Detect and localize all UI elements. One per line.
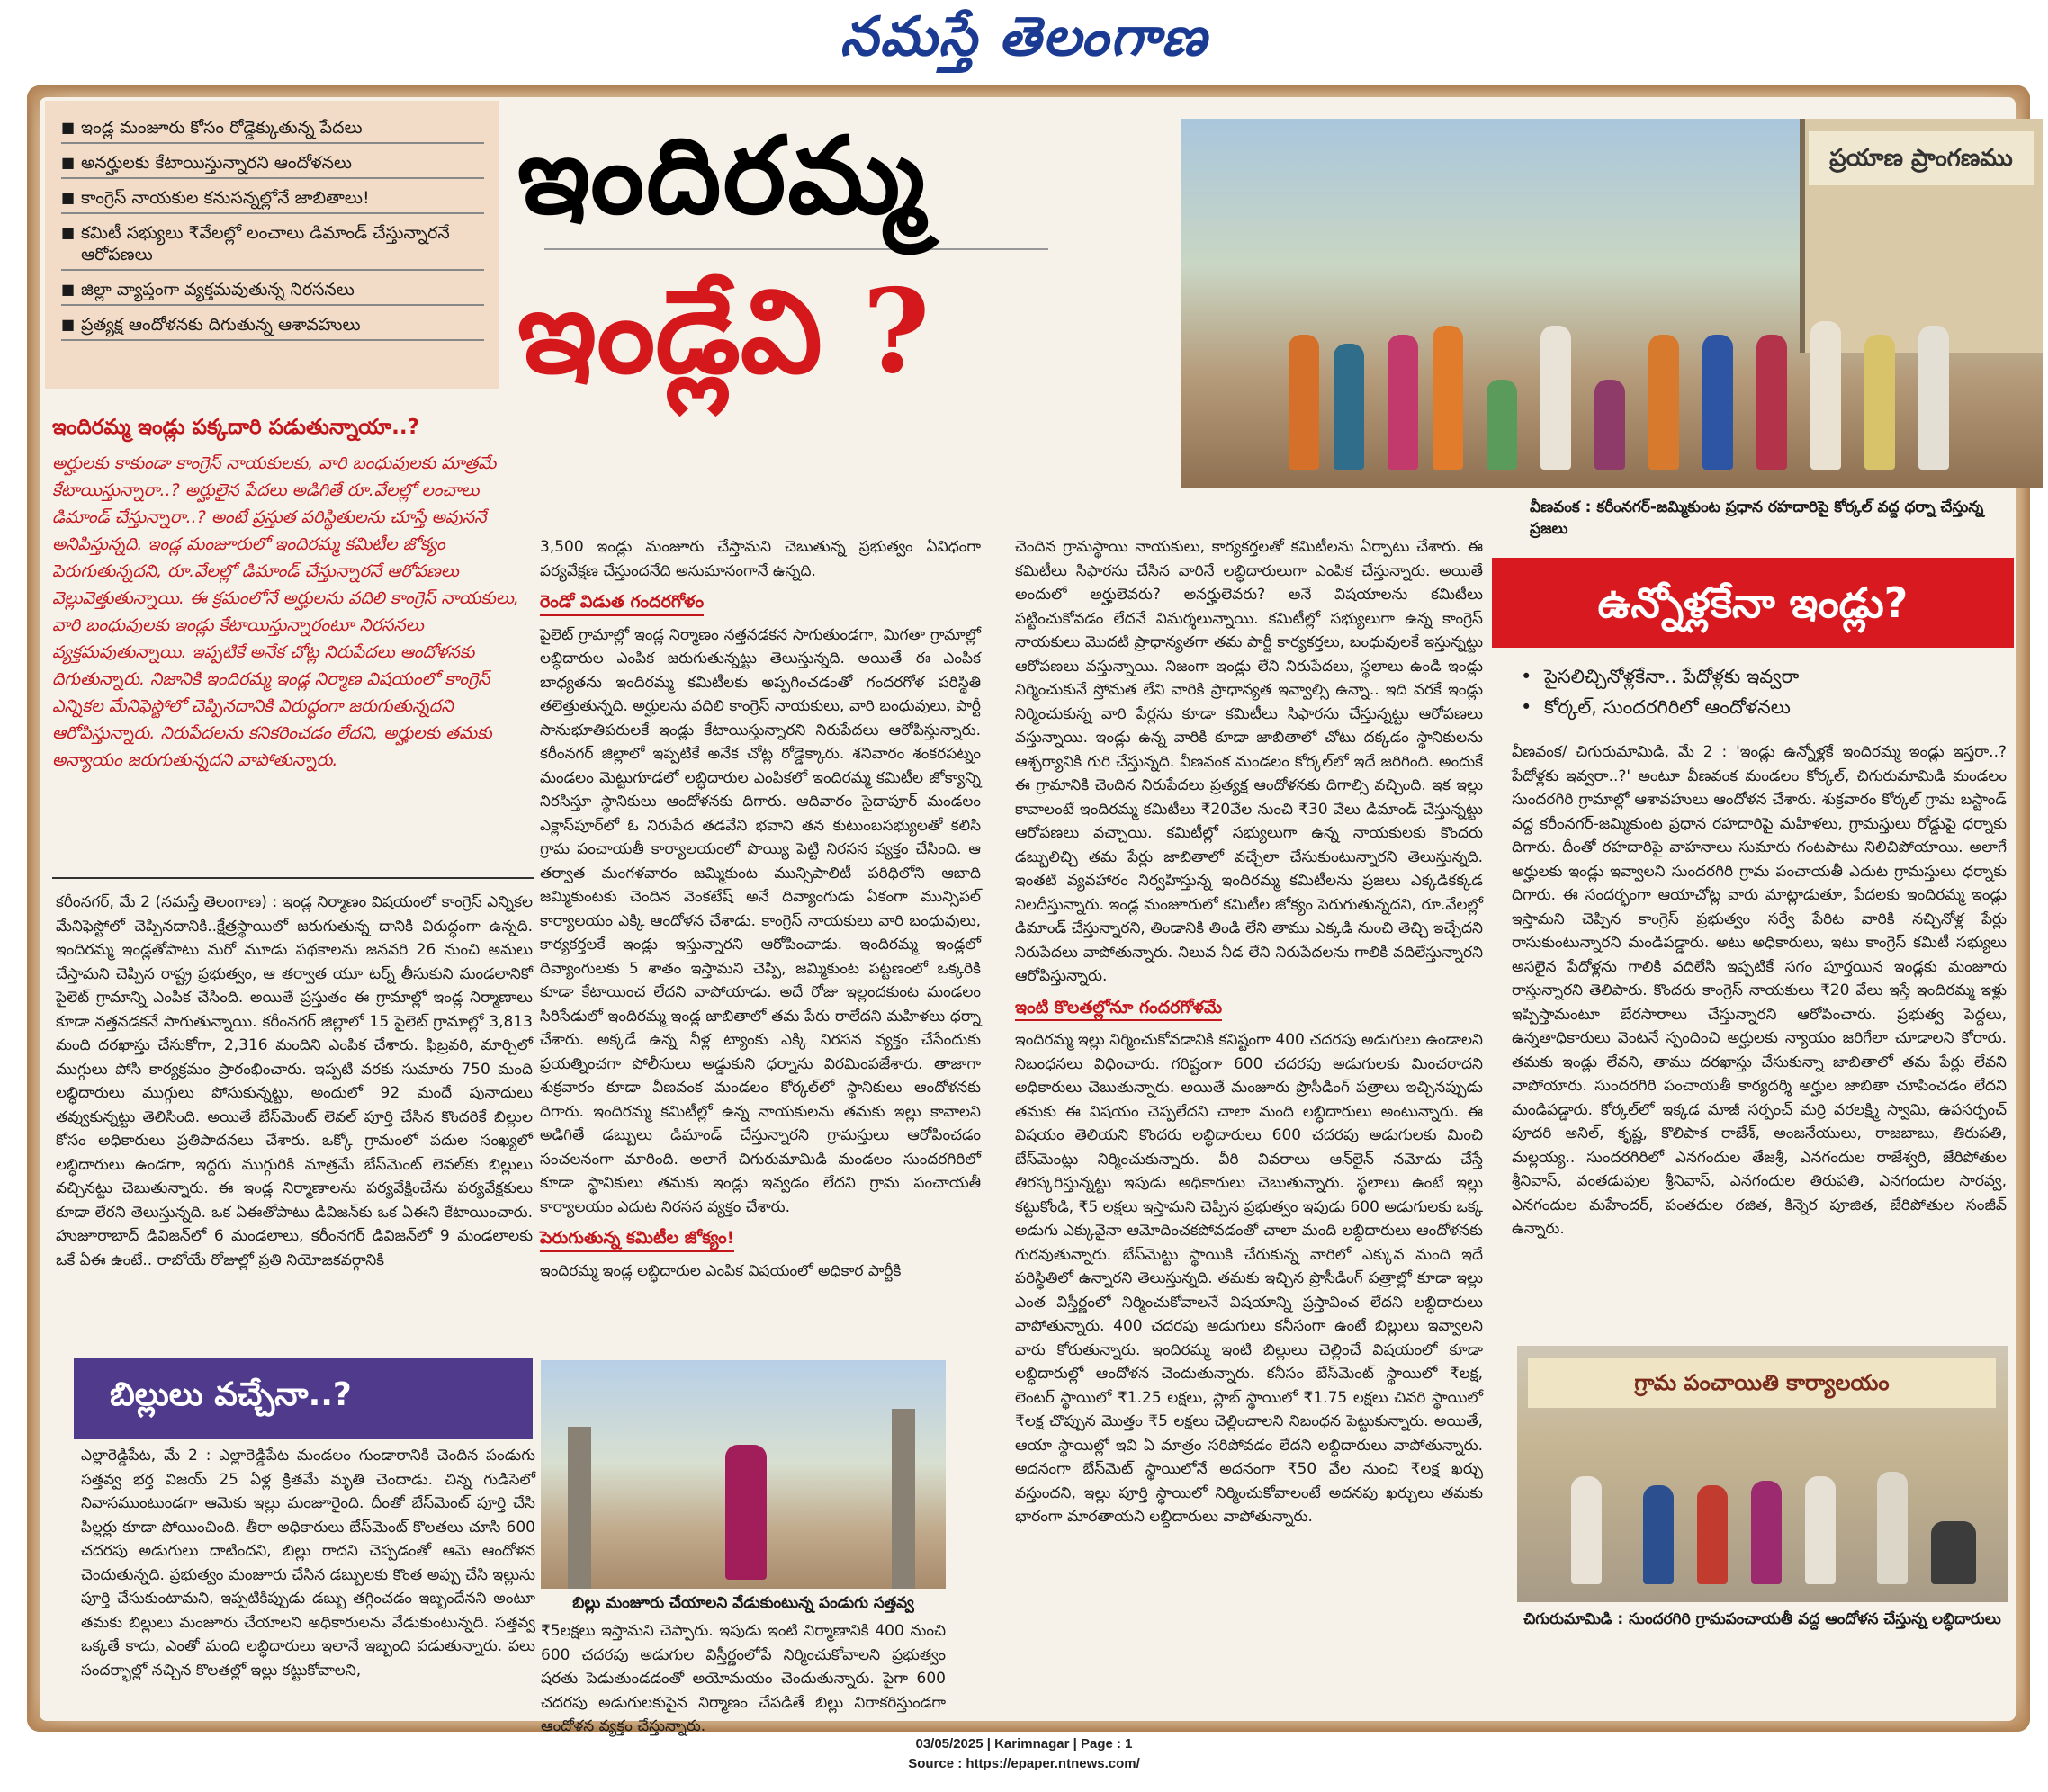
story-bullets bbox=[1521, 661, 2007, 722]
article-column-2 bbox=[540, 535, 981, 1283]
woman-photo bbox=[541, 1360, 946, 1589]
summary-bullet: ■ జిల్లా వ్యాప్తంగా వ్యక్తమవుతున్న నిరసనలు bbox=[61, 279, 484, 306]
protest-photo bbox=[1181, 119, 2043, 488]
story-banner: ఉన్నోళ్లకేనా ఇండ్లు? bbox=[1492, 558, 2014, 648]
bullet-icon: ■ bbox=[61, 119, 76, 136]
headline-divider bbox=[544, 248, 1048, 250]
person-figure bbox=[1877, 1472, 1908, 1584]
article-column-4: వీణవంక/ చిగురుమామిడి, మే 2 : 'ఇండ్లు ఉన్నోళ్లకే ఇందిరమ్మ ఇండ్లు ఇస్తరా..? పేదోళ్లకు ఇవ్వరా..?' అంటూ వీణవంక మండలం కోర్కల్, చిగురుమామిడి మండలం సుందరగిరి గ్రామాల్లో ఆశావహులు ఆందోళన చేశారు. శుక్రవారం కోర్కల్ గ్రామ బస్టాండ్ వద్ద కరీంనగర్-జమ్మికుంట ప్రధాన రహదారిపై మహిళలు, గ్రామస్తులు రోడ్డుపై ధర్నాకు దిగారు. దీంతో రహదారిపై వాహనాలు సుమారు గంటపాటు నిలిచిపోయాయి. అలాగే అర్హులకు ఇండ్లు ఇవ్వాలని సుందరగిరి గ్రామ పంచాయతీ ఎదుట గ్రామస్తులు ధర్నాకు దిగారు. ఈ సందర్భంగా ఆయాచోట్ల వారు మాట్లాడుతూ, పేదలకు ఇందిరమ్మ ఇండ్లు ఇస్తామని చెప్పిన కాంగ్రెస్ ప్రభుత్వం సర్వే పేరిట వారికి నచ్చినోళ్ల పేర్లు రాసుకుంటున్నారని మండిపడ్డారు. అటు అధికారులు, ఇటు కాంగ్రెస్ కమిటీ సభ్యులు అసలైన పేదోళ్లను గాలికి వదిలేసి ఇప్పటికే సగం పూర్తయిన ఇండ్లకు మంజూరు రాస్తున్నారని తెలిపారు. కొందరు కాంగ్రెస్ నాయకులు ₹20 వేలు ఇస్తే ఇందిరమ్మ ఇళ్లు ఇప్పిస్తామంటూ బేరసారాలు చేస్తున్నారని ఆరోపించారు. ప్రభుత్వ పెద్దలు, ఉన్నతాధికారులు వెంటనే స్పందించి అర్హులకు న్యాయం జరిగేలా చూడాలని కోరారు. తమకు ఇండ్లు లేవని, తాము దరఖాస్తు చేసుకున్నా జాబితాలో తమ పేర్లు లేవని వాపోయారు. సుందరగిరి పంచాయతీ కార్యదర్శి అర్హుల జాబితా చూపించడం లేదని మండిపడ్డారు. కోర్కల్‌లో ఇక్కడ మాజీ సర్పంచ్ మర్రి వరలక్ష్మి స్వామి, ఉపసర్పంచ్ పూదరి అనిల్, కృష్ణ, కొలిపాక రాజేశ్, అంజనేయులు, రాజబాబు, తిరుపతి, మల్లయ్య.. సుందరగిరిలో ఎనగందుల తేజశ్రీ, ఎనగందుల రాజేశ్వరి, జేరిపోతుల శ్రీనివాస్, వంతడుపుల శ్రీనివాస్, ఎనగందుల తిరుపతి, ఎనగందుల సారవ్వ, ఎనగందుల మహేందర్, పంతదుల రజిత, కిన్నెర పూజిత, జేరిపోతుల సంజీవ్ ఉన్నారు. bbox=[1512, 743, 2007, 1238]
summary-bullet: ■ ఇండ్ల మంజూరు కోసం రోడ్డెక్కుతున్న పేదలు bbox=[61, 117, 484, 144]
paragraph: చెందిన గ్రామస్థాయి నాయకులు, కార్యకర్తలతో కమిటీలను ఏర్పాటు చేశారు. ఈ కమిటీలు సిఫారసు చేసిన వారినే లబ్ధిదారులుగా ఎంపిక చేస్తున్నారు. అయితే అందులో అర్హులెవరు? అనర్హులెవరు? అనే విషయాలను కమిటీలు పట్టించుకోవడం లేదనే విమర్శలున్నాయి. కమిటీల్లో సభ్యులుగా ఉన్న కాంగ్రెస్ నాయకులు మొదటి ప్రాధాన్యతగా తమ పార్టీ కార్యకర్తలు, బంధువులకే ఇస్తున్నట్టు ఆరోపణలు వస్తున్నాయి. నిజంగా ఇండ్లు లేని నిరుపేదలు, స్థలాలు ఉండి ఇండ్లు నిర్మించుకునే స్తోమత లేని వారికి ప్రాధాన్యత ఇవ్వాల్సి ఉన్నా.. ఇది వరకే ఇండ్లు నిర్మించుకున్న వారి పేర్లను కూడా కమిటీలు సిఫారసు చేస్తున్నట్టు ఆరోపణలు వస్తున్నాయి. ఇండ్లు ఉన్న వారికి కూడా జాబితాలో చోటు దక్కడం స్థానికులను ఆశ్చర్యానికి గురి చేస్తున్నది. వీణవంక మండలం కోర్కల్‌లో ఇదే జరిగింది. అందుకే ఈ గ్రామానికి చెందిన నిరుపేదలు ప్రత్యక్ష ఆందోళనకు దిగాల్సి వచ్చింది. ఇక ఇల్లు కావాలంటే ఇందిరమ్మ కమిటీలు ₹20వేల నుంచి ₹30 వేలు డిమాండ్ చేస్తున్నట్టు ఆరోపణలు వచ్చాయి. కమిటీల్లో సభ్యులుగా ఉన్న నాయకులకు కొందరు డబ్బులిచ్చి తమ పేర్లు జాబితాలో వచ్చేలా చేసుకుంటున్నారని తెలుస్తున్నది. ఇంతటి వ్యవహారం నిర్వహిస్తున్న ఇందిరమ్మ కమిటీలను ప్రజలు ఎక్కడికక్కడ నిలదీస్తున్నారు. ఇండ్ల మంజూరులో కమిటీల జోక్యం పెరుగుతున్నదని, రూ.వేలల్లో డిమాండ్ చేస్తున్నారని, తిండానికి తిండి లేని తాము ఎక్కడి నుంచి తెచ్చి ఇచ్చేదని నిరుపేదలు వాపోతున్నారు. నిలువ నీడ లేని నిరుపేదలను గాలికి వదిలేస్తున్నారని ఆరోపిస్తున్నారు. bbox=[1015, 538, 1483, 985]
photo-caption: చిగురుమామిడి : సుందరగిరి గ్రామపంచాయతీ వద్ద ఆందోళన చేస్తున్న లబ్ధిదారులు bbox=[1523, 1610, 2001, 1628]
person-figure bbox=[1648, 335, 1679, 470]
page-footer bbox=[0, 1734, 2048, 1774]
person-figure bbox=[1805, 1476, 1836, 1584]
person-figure bbox=[1487, 380, 1517, 470]
headline-line1: ఇందిరమ్మ bbox=[517, 112, 927, 237]
person-figure bbox=[1643, 1485, 1674, 1584]
article-column-2-continued: ₹5లక్షలు ఇస్తామని చెప్పారు. ఇపుడు ఇంటి నిర్మాణానికి 400 నుంచి 600 చదరపు అడుగుల విస్తీర్ణంలోపే నిర్మించుకోవాలని ప్రభుత్వం షరతు పెడుతుండడంతో అయోమయం చెందుతున్నారు. పైగా 600 చదరపు అడుగులకుపైన నిర్మాణం చేపడితే బిల్లు నిరాకరిస్తుండగా ఆందోళన వ్యక్తం చేస్తున్నారు. bbox=[541, 1622, 946, 1735]
main-headline bbox=[517, 108, 1165, 468]
headline-line2: ఇండ్లేవి ? bbox=[517, 264, 930, 399]
pillar bbox=[892, 1409, 915, 1589]
bullet-icon: ■ bbox=[61, 316, 76, 333]
person-figure bbox=[1751, 1481, 1782, 1584]
person-figure bbox=[725, 1445, 767, 1580]
bullet-icon: ■ bbox=[61, 224, 76, 241]
subheading: ఇంటి కొలతల్లోనూ గందరగోళమే bbox=[1015, 996, 1222, 1022]
person-figure bbox=[1702, 335, 1733, 470]
person-figure bbox=[1571, 1476, 1602, 1584]
person-figure bbox=[1388, 335, 1418, 470]
person-figure bbox=[1594, 380, 1625, 470]
summary-bullet: ■ కమిటీ సభ్యులు ₹వేలల్లో లంచాలు డిమాండ్ చేస్తున్నారనే ఆరోపణలు bbox=[61, 222, 484, 271]
subheading: రెండో విడుత గందరగోళం bbox=[540, 590, 704, 616]
footer-date-edition: 03/05/2025 | Karimnagar | Page : 1 bbox=[915, 1736, 1133, 1752]
photo-caption: వీణవంక : కరీంనగర్-జమ్మికుంట ప్రధాన రహదారిపై కోర్కల్ వద్ద ధర్నా చేస్తున్న ప్రజలు bbox=[1530, 498, 1984, 538]
person-figure bbox=[1810, 321, 1841, 470]
person-figure bbox=[1433, 326, 1463, 470]
person-figure bbox=[1289, 335, 1319, 470]
panchayat-photo bbox=[1517, 1346, 2008, 1602]
sidebar-heading: బిల్లులు వచ్చేనా..? bbox=[74, 1358, 533, 1439]
summary-bullet: ■ అనర్హులకు కేటాయిస్తున్నారని ఆందోళనలు bbox=[61, 152, 484, 179]
sidebar-paragraph: ఎల్లారెడ్డిపేట, మే 2 : ఎల్లారెడ్డిపేట మండలం గుండారానికి చెందిన పండుగు సత్తవ్వ భర్త విజయ్ 25 ఏళ్ల క్రితమే మృతి చెందాడు. చిన్న గుడిసెలో నివాసముంటుండగా ఆమెకు ఇల్లు మంజూరైంది. దీంతో బేస్‌మెంట్ పూర్తి చేసి పిల్లర్లు కూడా పోయించింది. తీరా అధికారులు బేస్‌మెంట్ కొలతలు చూసి 600 చదరపు అడుగులు దాటిందని, బిల్లు రాదని చెప్పడంతో ఆమె ఆందోళన చెందుతున్నది. ప్రభుత్వం మంజూరు చేసిన డబ్బులకు కొంత అప్పు చేసి ఇల్లును పూర్తి చేసుకుంటామని, ఇప్పటికిప్పుడు డబ్బు తగ్గించడం ఇబ్బందేనని అంటూ తమకు బిల్లులు మంజూరు చేయాలని అధికారులను వేడుకుంటున్నది. సత్తవ్వ ఒక్కతే కాదు, ఎంతో మంది లబ్ధిదారులు ఇలానే ఇబ్బంది పడుతున్నారు. పలు సందర్భాల్లో నచ్చిన కొలతల్లో ఇల్లు కట్టుకోవాలని, bbox=[81, 1447, 535, 1680]
article-column-1: కరీంనగర్, మే 2 (నమస్తే తెలంగాణ) : ఇండ్ల నిర్మాణం విషయంలో కాంగ్రెస్ ఎన్నికల మేనిఫెస్టోలో చెప్పినదానికి..క్షేత్రస్థాయిలో జరుగుతున్న దానికి విరుద్ధంగా ఉన్నది. ఇందిరమ్మ ఇండ్లతోపాటు మరో మూడు పథకాలను జనవరి 26 నుంచి అమలు చేస్తామని చెప్పిన రాష్ట్ర ప్రభుత్వం, ఆ తర్వాత యూ టర్న్ తీసుకుని మండలానికో పైలెట్ గ్రామాన్ని ఎంపిక చేసింది. అయితే ప్రస్తుతం ఈ గ్రామాల్లో ఇండ్ల నిర్మాణాలు కూడా నత్తనడకనే సాగుతున్నాయి. కరీంనగర్ జిల్లాలో 15 పైలెట్ గ్రామాల్లో 3,813 మంది దరఖాస్తు చేసుకోగా, 2,316 మందిని ఎంపిక చేశారు. ఫిబ్రవరి, మార్చిలో ముగ్గులు పోసి కార్యక్రమం ప్రారంభించారు. ఇప్పటి వరకు సుమారు 750 మంది లబ్ధిదారులు ముగ్గులు పోసుకున్నట్టు, అందులో 92 మందే పునాదులు తవ్వుకున్నట్టు తెలిసింది. అయితే బేస్‌మెంట్ లెవల్ పూర్తి చేసిన కొందరికే బిల్లుల కోసం అధికారులు ప్రతిపాదనలు చేశారు. ఒక్కో గ్రామంలో పదుల సంఖ్యలో లబ్ధిదారులు ఉండగా, ఇద్దరు ముగ్గురికి మాత్రమే బేస్‌మెంట్ లెవల్‌కు బిల్లులు వచ్చినట్టు చెబుతున్నారు. ఈ ఇండ్ల నిర్మాణాలను పర్యవేక్షించేను పర్యవేక్షకులు కూడా లేరని తెలుస్తున్నది. ఒక ఏఈతోపాటు డివిజన్‌కు ఒక ఏఈని కేటాయించారు. హుజూరాబాద్ డివిజన్‌లో 6 మండలాలు, కరీంనగర్ డివిజన్‌లో 9 మండలాలకు ఒకే ఏఈ ఉంటే.. రాబోయే రోజుల్లో ప్రతి నియోజకవర్గానికి bbox=[56, 893, 533, 1269]
person-figure bbox=[1697, 1485, 1728, 1584]
paragraph: పైలెట్ గ్రామాల్లో ఇండ్ల నిర్మాణం నత్తనడకన సాగుతుండగా, మిగతా గ్రామాల్లో లబ్ధిదారుల ఎంపిక జరుగుతున్నట్టు తెలుస్తున్నది. అయితే ఈ ఎంపిక బాధ్యతను ఇందిరమ్మ కమిటీలకు అప్పగించడంతో గందరగోళ పరిస్థితి తలెత్తుతున్నది. అర్హులను వదిలి కాంగ్రెస్ నాయకులు, వారి బంధువులు, పార్టీ సానుభూతిపరులకే ఇండ్లు కేటాయిస్తున్నారని నిరుపేదలు ఆరోపిస్తున్నారు. కరీంనగర్ జిల్లాలో ఇప్పటికే అనేక చోట్ల రోడ్డెక్కారు. శనివారం శంకరపట్నం మండలం మెట్టుగూడలో లబ్ధిదారుల ఎంపికలో ఇందిరమ్మ కమిటీల జోక్యాన్ని నిరసిస్తూ స్థానికులు ఆందోళనకు దిగారు. ఆదివారం సైదాపూర్ మండలం ఎక్లాస్‌పూర్‌లో ఓ నిరుపేద తడవేని భవాని తన కుటుంబసభ్యులతో కలిసి గ్రామ పంచాయతీ కార్యాలయంలో పొయ్యి పెట్టి నిరసన వ్యక్తం చేసింది. ఆ తర్వాత మంగళవారం జమ్మికుంట మున్సిపాలిటీ పరిధిలోని ఆబాది జమ్మికుంటకు చెందిన వెంకటేష్ అనే దివ్యాంగుడు ఏకంగా మున్సిపల్ కార్యాలయం ఎక్కి ఆందోళన చేశాడు. కాంగ్రెస్ నాయకులు వారి బంధువులు, కార్యకర్తలకే ఇండ్లు ఇస్తున్నారని ఆరోపించాడు. ఇందిరమ్మ ఇండ్లలో దివ్యాంగులకు 5 శాతం ఇస్తామని చెప్పి, జమ్మికుంట పట్టణంలో ఒక్కరికి కూడా కేటాయించ లేదని వాపోయాడు. అదే రోజు ఇల్లందకుంట మండలం సిరిసేడులో ఇందిరమ్మ ఇండ్ల జాబితాలో తమ పేరు రాలేదని మహిళలు ధర్నా చేశారు. అక్కడే ఉన్న నీళ్ల ట్యాంకు ఎక్కి నిరసన వ్యక్తం చేసేందుకు ప్రయత్నించగా పోలీసులు అడ్డుకుని ధర్నాను విరమింపజేశారు. తాజాగా శుక్రవారం కూడా వీణవంక మండలం కోర్కల్‌లో స్థానికులు ఆందోళనకు దిగారు. ఇందిరమ్మ కమిటీల్లో ఉన్న నాయకులను తమకు ఇల్లు కావాలని అడిగితే డబ్బులు డిమాండ్ చేస్తున్నారని గ్రామస్తులు ఆరోపించడం సంచలనంగా మారింది. అలాగే చిగురుమామిడి మండలం సుందరగిరిలో కూడా స్థానికులు తమకు ఇండ్లు ఇవ్వడం లేదని గ్రామ పంచాయతీ కార్యాలయం ఎదుట నిరసన వ్యక్తం చేశారు. bbox=[540, 625, 981, 1216]
lead-divider bbox=[52, 877, 534, 879]
summary-bullet: ■ కాంగ్రెస్ నాయకుల కనుసన్నల్లోనే జాబితాలు! bbox=[61, 187, 484, 214]
paragraph: 3,500 ఇండ్లు మంజూరు చేస్తామని చెబుతున్న ప్రభుత్వం ఏవిధంగా పర్యవేక్షణ చేస్తుందనేది అనుమానంగానే ఉన్నది. bbox=[540, 538, 981, 580]
paragraph: ఇందిరమ్మ ఇండ్ల లబ్ధిదారుల ఎంపిక విషయంలో అధికార పార్టీకి bbox=[540, 1261, 902, 1280]
bullet-icon: • bbox=[1521, 666, 1532, 687]
bullet-icon: • bbox=[1521, 696, 1532, 718]
story-bullet: • కోర్కల్, సుందరగిరిలో ఆందోళనలు bbox=[1521, 692, 2007, 722]
shelter-sign: ప్రయాణ ప్రాంగణము bbox=[1809, 131, 2034, 185]
pillar bbox=[568, 1427, 591, 1589]
photo-caption: బిల్లు మంజూరు చేయాలని వేడుకుంటున్న పండుగు సత్తవ్వ bbox=[572, 1594, 914, 1612]
summary-bullets-box bbox=[45, 101, 499, 389]
paragraph: ఇందిరమ్మ ఇల్లు నిర్మించుకోవడానికి కనిష్టంగా 400 చదరపు అడుగులు ఉండాలని నిబంధనలు విధించారు. గరిష్టంగా 600 చదరపు అడుగులకు మించరాదని అధికారులు చెబుతున్నారు. అయితే మంజూరు ప్రొసీడింగ్ పత్రాలు ఇచ్చినప్పుడు తమకు ఈ విషయం చెప్పలేదని చాలా మంది లబ్ధిదారులు అంటున్నారు. ఈ విషయం తెలియని కొందరు లబ్ధిదారులు 600 చదరపు అడుగులకు మించి బేస్‌మెంట్లు నిర్మించుకున్నారు. వీరి వివరాలు ఆన్‌లైన్ నమోదు చేస్తే తిరస్కరిస్తున్నట్టు ఇపుడు అధికారులు చెబుతున్నారు. స్థలాలు ఉంటే ఇల్లు కట్టుకోండి, ₹5 లక్షలు ఇస్తామని చెప్పిన ప్రభుత్వం ఇపుడు 600 అడుగులకు ఒక్క అడుగు ఎక్కువైనా ఆమోదించకపోవడంతో చాలా మంది లబ్ధిదారులు ఆందోళనకు గురవుతున్నారు. బేస్‌మెట్టు స్థాయికి చేరుకున్న వారిలో ఎక్కువ మంది ఇదే పరిస్థితిలో ఉన్నారని తెలుస్తున్నది. తమకు ఇచ్చిన ప్రొసీడింగ్ పత్రాల్లో కూడా ఇల్లు ఎంత విస్తీర్ణంలో నిర్మించుకోవాలనే విషయాన్ని ప్రస్తావించ లేదని లబ్ధిదారులు వాపోతున్నారు. 400 చదరపు అడుగులు కనీసంగా ఉంటే బిల్లులు ఇవ్వాలని వారు కోరుతున్నారు. ఇందిరమ్మ ఇంటి బిల్లులు చెల్లించే విషయంలో కూడా లబ్ధిదారుల్లో ఆందోళన చెందుతున్నారు. కనీసం బేస్‌మెంట్ స్థాయిలో ₹లక్ష, లెంటర్ స్థాయిలో ₹1.25 లక్షలు, స్లాబ్ స్థాయిలో ₹1.75 లక్షలు చివరి స్థాయిలో ₹లక్ష చొప్పున మొత్తం ₹5 లక్షలు చెల్లించాలని నిబంధన పెట్టుకున్నారు. అయితే, ఆయా స్థాయిల్లో ఇవి ఏ మాత్రం సరిపోవడం లేదని లబ్ధిదారులు వాపోతున్నారు. అదనంగా బేస్‌మెట్ స్థాయిలోనే అదనంగా ₹50 వేల నుంచి ₹లక్ష ఖర్చు వస్తుందని, ఇల్లు పూర్తి స్థాయిలో నిర్మించుకోవాలంటే అదనపు ఖర్చులు తమకు భారంగా మారతాయని లబ్ధిదారులు వాపోతున్నారు. bbox=[1015, 1031, 1483, 1526]
masthead-title: నమస్తే తెలంగాణ bbox=[840, 5, 1208, 68]
panchayat-sign: గ్రామ పంచాయితి కార్యాలయం bbox=[1528, 1358, 1996, 1408]
lead-heading: ఇందిరమ్మ ఇండ్లు పక్కదారి పడుతున్నాయా..? bbox=[52, 416, 419, 439]
subheading: పెరుగుతున్న కమిటీల జోక్యం! bbox=[540, 1226, 734, 1252]
bus-shelter bbox=[1800, 119, 2043, 353]
person-figure bbox=[1540, 326, 1571, 470]
lead-paragraph: అర్హులకు కాకుండా కాంగ్రెస్ నాయకులకు, వారి బంధువులకు మాత్రమే కేటాయిస్తున్నారా..? అర్హులైన పేదలు అడిగితే రూ.వేలల్లో లంచాలు డిమాండ్ చేస్తున్నారా..? అంటే ప్రస్తుత పరిస్థితులను చూస్తే అవుననే అనిపిస్తున్నది. ఇండ్ల మంజూరులో ఇందిరమ్మ కమిటీల జోక్యం పెరుగుతున్నదని, రూ.వేలల్లో డిమాండ్ చేస్తున్నారనే ఆరోపణలు వెల్లువెత్తుతున్నాయి. ఈ క్రమంలోనే అర్హులను వదిలి కాంగ్రెస్ నాయకులు, వారి బంధువులకు ఇండ్లు కేటాయిస్తున్నారంటూ నిరసనలు వ్యక్తమవుతున్నాయి. ఇప్పటికే అనేక చోట్ల నిరుపేదలు ఆందోళనకు దిగుతున్నారు. నిజానికి ఇందిరమ్మ ఇండ్ల నిర్మాణ విషయంలో కాంగ్రెస్ ఎన్నికల మేనిఫెస్టోలో చెప్పినదానికి విరుద్ధంగా జరుగుతున్నదని ఆరోపిస్తున్నారు. నిరుపేదలను కనికరించడం లేదని, అర్హులకు తమకు అన్యాయం జరుగుతున్నదని వాపోతున్నారు. bbox=[52, 453, 519, 770]
bullet-icon: ■ bbox=[61, 154, 76, 171]
person-figure bbox=[1864, 335, 1895, 470]
article-column-3 bbox=[1015, 535, 1483, 1529]
bullet-icon: ■ bbox=[61, 281, 76, 298]
person-figure bbox=[1918, 326, 1949, 470]
person-figure bbox=[1334, 344, 1364, 470]
bullet-icon: ■ bbox=[61, 189, 76, 206]
footer-source: Source : https://epaper.ntnews.com/ bbox=[908, 1756, 1140, 1771]
motorcycle bbox=[1931, 1521, 1976, 1584]
masthead bbox=[0, 7, 2048, 79]
person-figure bbox=[1756, 335, 1787, 470]
summary-bullet: ■ ప్రత్యక్ష ఆందోళనకు దిగుతున్న ఆశావహులు bbox=[61, 314, 484, 341]
story-bullet: • పైసలిచ్చినోళ్లకేనా.. పేదోళ్లకు ఇవ్వరా bbox=[1521, 661, 2007, 692]
